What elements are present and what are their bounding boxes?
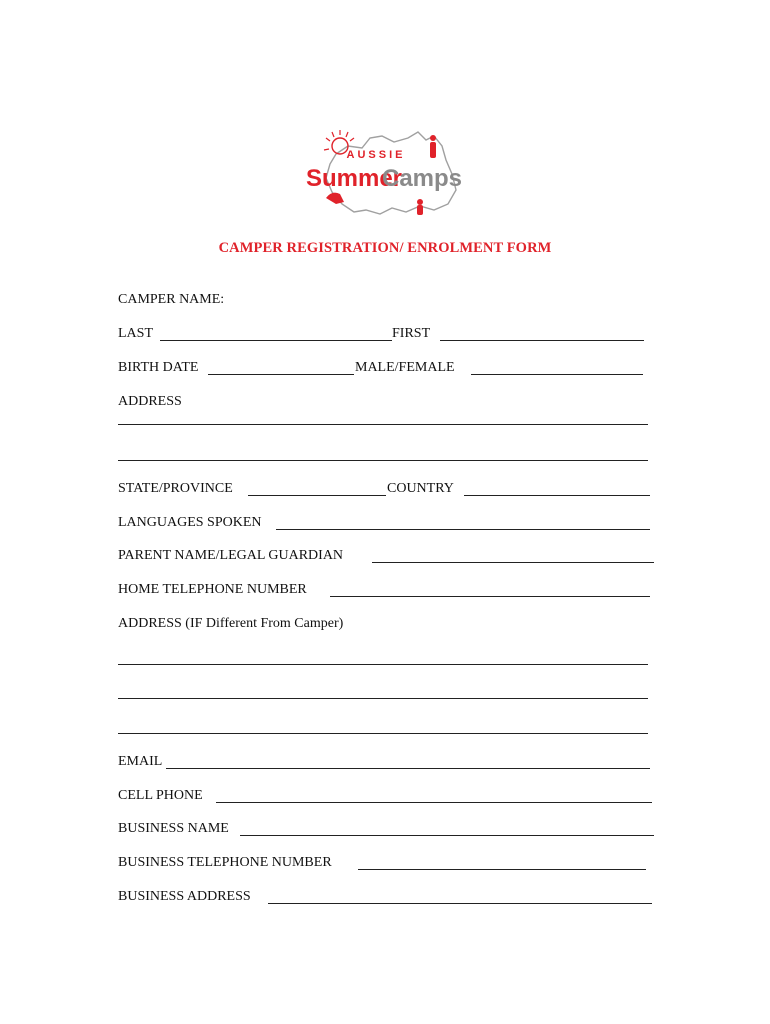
alt-address-line-2[interactable] [118,698,648,699]
home-phone-label: HOME TELEPHONE NUMBER [118,582,307,597]
parent-guardian-label: PARENT NAME/LEGAL GUARDIAN [118,548,344,563]
gender-label: MALE/FEMALE [355,360,455,375]
alt-address-label: ADDRESS (IF Different From Camper) [118,616,344,631]
business-phone-label: BUSINESS TELEPHONE NUMBER [118,855,332,870]
home-phone-line[interactable] [330,596,650,597]
address-label: ADDRESS [118,394,182,409]
business-address-line[interactable] [268,903,652,904]
gender-line[interactable] [471,374,643,375]
birth-date-label: BIRTH DATE [118,360,199,375]
address-line-1[interactable] [118,424,648,425]
email-line[interactable] [166,768,650,769]
country-label: COUNTRY [387,481,454,496]
last-name-label: LAST [118,326,153,341]
logo-graphic [296,124,476,224]
logo-word-summer: Summer [305,165,403,192]
form-title: CAMPER REGISTRATION/ ENROLMENT FORM [218,240,552,256]
aussie-summer-camps-logo [296,124,476,224]
country-line[interactable] [464,495,650,496]
business-name-label: BUSINESS NAME [118,821,229,836]
birth-date-line[interactable] [208,374,354,375]
first-name-line[interactable] [440,340,644,341]
languages-label: LANGUAGES SPOKEN [118,515,262,530]
state-province-label: STATE/PROVINCE [118,481,233,496]
parent-guardian-line[interactable] [372,562,654,563]
camper-name-label: CAMPER NAME: [118,292,225,307]
state-province-line[interactable] [248,495,386,496]
business-name-line[interactable] [240,835,654,836]
alt-address-line-1[interactable] [118,664,648,665]
languages-line[interactable] [276,529,650,530]
cell-phone-line[interactable] [216,802,652,803]
alt-address-line-3[interactable] [118,733,648,734]
business-phone-line[interactable] [358,869,646,870]
cell-phone-label: CELL PHONE [118,788,203,803]
address-line-2[interactable] [118,460,648,461]
logo-word-camps: Camps [381,165,463,192]
first-name-label: FIRST [392,326,431,341]
logo-word-aussie: AUSSIE [346,149,406,161]
business-address-label: BUSINESS ADDRESS [118,889,251,904]
email-label: EMAIL [118,754,163,769]
last-name-line[interactable] [160,340,392,341]
